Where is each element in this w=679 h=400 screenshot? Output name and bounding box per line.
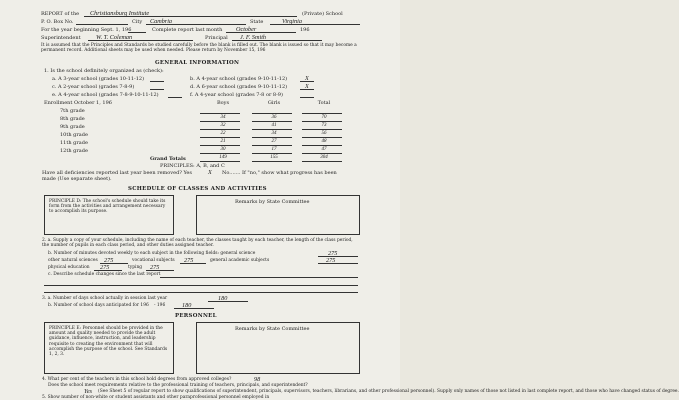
total-cell: 47 — [321, 147, 327, 152]
grade-row-label: 10th grade — [60, 132, 88, 138]
grade-row-label: 11th grade — [60, 140, 88, 146]
girls-cell: 17 — [271, 147, 277, 152]
remarks-box-personnel — [196, 322, 360, 374]
report-label: REPORT of the — [41, 11, 80, 17]
boys-cell: 30 — [220, 147, 226, 152]
option-c: c. A 2-year school (grades 7-8-9) — [52, 84, 135, 90]
state-value: Virginia — [282, 18, 302, 25]
vocational-minutes: 275 — [184, 257, 194, 264]
grand-total-total: 304 — [320, 155, 328, 160]
remarks-label: Remarks by State Committee — [235, 199, 310, 205]
q1-text: 1. Is the school definitely organized as (check): — [44, 68, 164, 74]
option-f: f. A 4-year school (grades 7-8 or 8-9) — [190, 92, 283, 98]
grade-row-label: 8th grade — [60, 116, 85, 122]
option-e-line — [168, 97, 182, 98]
q3b-mid: - 196 — [154, 303, 166, 308]
q3a-value: 180 — [218, 295, 228, 302]
total-cell: 56 — [321, 131, 327, 136]
q2c-text: c. Describe schedule changes since the last report — [48, 272, 161, 277]
principal-label: Principal — [205, 35, 228, 41]
complete-label: Complete report last month — [152, 27, 223, 33]
principle-e-box — [44, 322, 174, 374]
q4-yes: Yes — [84, 388, 93, 395]
girls-cell: 36 — [271, 115, 277, 120]
general-science-minutes: 275 — [328, 250, 338, 257]
boys-cell: 34 — [220, 115, 226, 120]
col-total: Total — [317, 100, 331, 106]
q4-rest: Does the school meet requirements relative to the professional training of teachers, principals, and superintendent? — [48, 383, 308, 388]
option-b-check: X — [305, 75, 309, 82]
superintendent-line — [88, 40, 193, 41]
col-girls: Girls — [267, 100, 281, 106]
grand-total-girls: 155 — [270, 155, 278, 160]
grand-total-boys: 149 — [219, 155, 227, 160]
principle-d-text: PRINCIPLE D: The school's schedule should take its form from the activities and arrangement necessary to accomplish its purpose. — [49, 199, 166, 215]
q2-rest: No....... If "no," show what progress has been — [222, 170, 337, 176]
grade-row-label: 12th grade — [60, 148, 88, 154]
principle-e-text: PRINCIPLE E: Personnel should be provided in the amount and quality needed to provide the adult guidance, influence, instruction, and leadership requisite to creating the environment that will accomplish the purpose of the school. See Standards 1, 2, 3. — [49, 326, 168, 358]
girls-cell: 34 — [271, 131, 277, 136]
state-label: State — [250, 19, 264, 25]
city-value: Cambria — [150, 18, 173, 25]
enrollment-label: Enrollment October 1, 196 — [44, 100, 112, 106]
pe-label: physical education — [48, 265, 90, 270]
general-heading: GENERAL INFORMATION — [155, 60, 240, 66]
q4-rest2: (See Sheet 5 of regular report to show qualifications of superintendent, principals, supervisors, teachers, librarians, and other professional personnel). Supply only names of those not listed in last complete report, and those who have changed status of degree. — [98, 389, 679, 394]
q2b-label: b. Number of minutes devoted weekly to each subject in the following fields: general science — [48, 251, 256, 256]
pe-minutes: 275 — [100, 264, 110, 271]
month-line — [226, 32, 296, 33]
vocational-label: vocational subjects — [132, 258, 175, 263]
remarks-box-schedule — [196, 195, 360, 235]
grade-row-label: 9th grade — [60, 124, 85, 130]
remarks-label: Remarks by State Committee — [235, 326, 310, 332]
q3b-value: 180 — [182, 302, 192, 309]
q4-text: 4. What per cent of the teachers in this school hold degrees from approved colleges? — [42, 377, 232, 382]
grand-total-label: Grand Totals — [150, 156, 186, 162]
school-name-line — [84, 16, 297, 17]
other-sciences-label: other natural sciences — [48, 258, 98, 263]
total-cell: 73 — [321, 123, 327, 128]
po-label: P. O. Box No. — [41, 19, 74, 25]
principle-d-box — [44, 195, 174, 235]
intro-note: It is assumed that the Principles and Standards be studied carefully before the blank is filled out. The blank is issued so that it may become a permanent record. Additional sheets may be used when needed. Please return by November 15, 196 — [41, 43, 357, 54]
option-d-check: X — [305, 83, 309, 90]
q3a-text: 3. a. Number of days school actually in session last year — [42, 296, 168, 301]
option-c-line — [150, 89, 164, 90]
boys-cell: 22 — [220, 131, 226, 136]
option-a-line — [150, 81, 164, 82]
gen-academic-label: general academic subjects — [210, 258, 270, 263]
school-name: Christiansburg Institute — [90, 10, 150, 17]
gen-academic-minutes: 275 — [326, 257, 336, 264]
option-b: b. A 4-year school (grades 9-10-11-12) — [190, 76, 288, 82]
option-d: d. A 6-year school (grades 9-10-11-12) — [190, 84, 288, 90]
po-line — [76, 24, 128, 25]
year-suffix: 196 — [300, 27, 310, 33]
year-line — [128, 32, 146, 33]
other-sciences-minutes: 275 — [104, 257, 114, 264]
principle-line: PRINCIPLES: A, B, and C — [160, 163, 225, 169]
girls-cell: 41 — [271, 123, 277, 128]
q2-text: Have all deficiencies reported last year been removed? Yes — [42, 170, 192, 176]
q2a-text: 2. a. Supply a copy of your schedule, including the name of each teacher, the classes taught by each teacher, the length of the class period, the number of pupils in each class period, and other duties assigned teacher. — [42, 238, 353, 249]
total-cell: 48 — [321, 139, 327, 144]
year-label: For the year beginning Sept. 1, 196 — [41, 27, 132, 33]
school-type: (Private) School — [302, 11, 343, 17]
total-cell: 70 — [321, 115, 327, 120]
q4-answer: 98 — [254, 376, 261, 383]
boys-cell: 21 — [220, 139, 226, 144]
typing-label: typing — [128, 265, 143, 270]
boys-cell: 32 — [220, 123, 226, 128]
option-e: e. A 4-year school (grades 7-8-9-10-11-12) — [52, 92, 159, 98]
q5-text: 5. Show number of non-white or student assistants and other paraprofessional personnel employed in — [42, 395, 270, 400]
grade-row-label: 7th grade — [60, 108, 85, 114]
month-value: October — [236, 26, 257, 33]
principal-line — [232, 40, 322, 41]
option-a: a. A 3-year school (grades 10-11-12) — [52, 76, 145, 82]
schedule-heading: SCHEDULE OF CLASSES AND ACTIVITIES — [128, 186, 267, 192]
girls-cell: 27 — [271, 139, 277, 144]
superintendent-label: Superintendent — [41, 35, 81, 41]
principal-value: J. F. Smith — [240, 34, 267, 41]
typing-minutes: 275 — [150, 264, 160, 271]
city-label: City — [132, 19, 143, 25]
q2-rest2: made (Use separate sheet). — [42, 176, 112, 182]
state-line — [270, 24, 360, 25]
q2-answer: X — [208, 169, 212, 176]
col-boys: Boys — [216, 100, 230, 106]
option-f-line — [300, 97, 314, 98]
superintendent-value: W. T. Coleman — [96, 34, 133, 41]
personnel-heading: PERSONNEL — [175, 313, 217, 319]
city-line — [146, 24, 246, 25]
q3b-text: b. Number of school days anticipated for 196 — [48, 303, 149, 308]
